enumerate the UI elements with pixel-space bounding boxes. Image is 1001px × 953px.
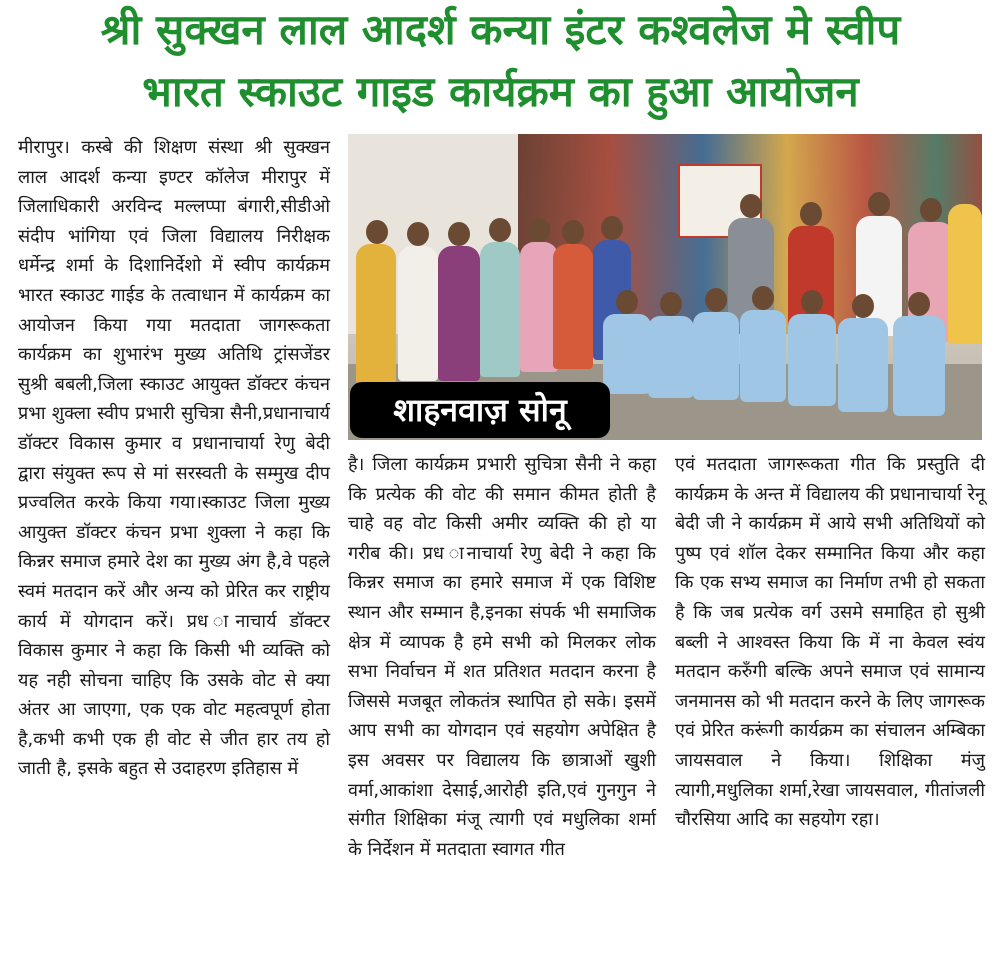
article-column-3	[675, 450, 985, 835]
photo-person-head	[740, 194, 762, 218]
photo-student	[603, 314, 651, 394]
photo-student	[648, 316, 694, 398]
photo-student-head	[660, 292, 682, 316]
photo-person	[356, 244, 396, 384]
photo-student-head	[852, 294, 874, 318]
photo-student-head	[752, 286, 774, 310]
photo-person	[438, 246, 480, 381]
article-text-2: है। जिला कार्यक्रम प्रभारी सुचित्रा सैनी ने कहा कि प्रत्येक की वोट की समान कीमत होती है चाहे वह वोट किसी अमीर व्यक्ति की हो या गरीब की। प्रध ानाचार्या रेणु बेदी ने कहा कि किन्नर समाज का हमारे समाज में एक विशिष्ट स्थान और सम्मान है,इनका संपर्क भी समाजिक क्षेत्र में व्यापक है हमे सभी को मिलकर लोक सभा निर्वाचन में शत प्रतिशत मतदान करना है जिससे मजबूत लोकतंत्र स्थापित हो सके। इसमें आप सभी का योगदान एवं सहयोग अपेक्षित है इस अवसर पर विद्यालय कि छात्राओं खुशी वर्मा,आकांशा देसाई,आरोही इति,एवं गुनगुन ने संगीत शिक्षिका मंजू त्यागी एवं मधुलिका शर्मा के निर्देशन में मतदाता स्वागत गीत	[348, 454, 656, 860]
photo-person-head	[489, 218, 511, 242]
photo-person-head	[366, 220, 388, 244]
photo-student	[693, 312, 739, 400]
photo-student-head	[705, 288, 727, 312]
photo-person-head	[407, 222, 429, 246]
photo-person-head	[601, 216, 623, 240]
photo-student-head	[801, 290, 823, 314]
article-column-1	[18, 133, 330, 784]
photo-person	[553, 244, 593, 369]
photo-person-head	[528, 218, 550, 242]
photo-person	[398, 246, 438, 381]
photo-person-head	[920, 198, 942, 222]
photo-student	[740, 310, 786, 402]
photo-person-head	[448, 222, 470, 246]
photo-person-head	[800, 202, 822, 226]
photo-student	[838, 318, 888, 412]
article-text-3: एवं मतदाता जागरूकता गीत कि प्रस्तुति दी कार्यक्रम के अन्त में विद्यालय की प्रधानाचार्या रेनू बेदी जी ने कार्यक्रम में आये सभी अतिथियों को पुष्प एवं शॉल देकर सम्मानित किया और कहा कि एक सभ्य समाज का निर्माण तभी हो सकता है कि जब प्रत्येक वर्ग उसमे समाहित हो सुश्री बब्ली ने आश्वस्त किया कि में ना केवल स्वंय मतदान करुँगी बल्कि अपने समाज एवं सामान्य जनमानस को भी मतदान करने के लिए जागरूक एवं प्रेरित करूंगी कार्यक्रम का संचालन अम्बिका जायसवाल ने किया। शिक्षिका मंजु त्यागी,मधुलिका शर्मा,रेखा जायसवाल, गीतांजली चौरसिया आदि का सहयोग रहा।	[675, 454, 985, 831]
photo-person-head	[868, 192, 890, 216]
photo-student-head	[908, 292, 930, 316]
photo-person	[948, 204, 982, 344]
photo-student-head	[616, 290, 638, 314]
photo-credit-label: शाहनवाज़ सोनू	[350, 382, 610, 438]
photo-student	[893, 316, 945, 416]
photo-person	[480, 242, 520, 377]
photo-person-head	[562, 220, 584, 244]
article-column-2	[348, 450, 656, 864]
headline-line-2: भारत स्काउट गाइड कार्यक्रम का हुआ आयोजन	[142, 67, 859, 116]
article-text-1: मीरापुर। कस्बे की शिक्षण संस्था श्री सुक्खन लाल आदर्श कन्या इण्टर कॉलेज मीरापुर में जिलाधिकारी अरविन्द मल्लप्पा बंगारी,सीडीओ संदीप भांगिया एवं जिला विद्यालय निरीक्षक धर्मेन्द्र शर्मा के दिशानिर्देशो में स्वीप कार्यक्रम भारत स्काउट गाईड के तत्वाधान में कार्यक्रम का आयोजन किया गया मतदाता जागरूकता कार्यक्रम का शुभारंभ मुख्य अतिथि ट्रांसजेंडर सुश्री बबली,जिला स्काउट आयुक्त डॉक्टर कंचन प्रभा शुक्ला स्वीप प्रभारी सुचित्रा सैनी,प्रधानाचार्य डॉक्टर विकास कुमार व प्रधानाचार्या रेणु बेदी द्वारा संयुक्त रूप से मां सरस्वती के सम्मुख दीप प्रज्वलित करके किया गया।स्काउट जिला मुख्य आयुक्त डॉक्टर कंचन प्रभा शुक्ला ने कहा कि किन्नर समाज हमारे देश का मुख्य अंग है,वे पहले स्वमं मतदान करें और अन्य को प्रेरित कर राष्ट्रीय कार्य में योगदान करें। प्रध ानाचार्य डॉक्टर विकास कुमार ने कहा कि किसी भी व्यक्ति को यह नही सोचना चाहिए कि उसके वोट से क्या अंतर आ जाएगा, एक एक वोट महत्वपूर्ण होता है,कभी कभी एक ही वोट से जीत हार तय हो जाती है, इसके बहुत से उदाहरण इतिहास में	[18, 137, 330, 780]
headline-line-1: श्री सुक्खन लाल आदर्श कन्या इंटर कश्वलेज मे स्वीप	[100, 5, 901, 54]
photo-student	[788, 314, 836, 406]
